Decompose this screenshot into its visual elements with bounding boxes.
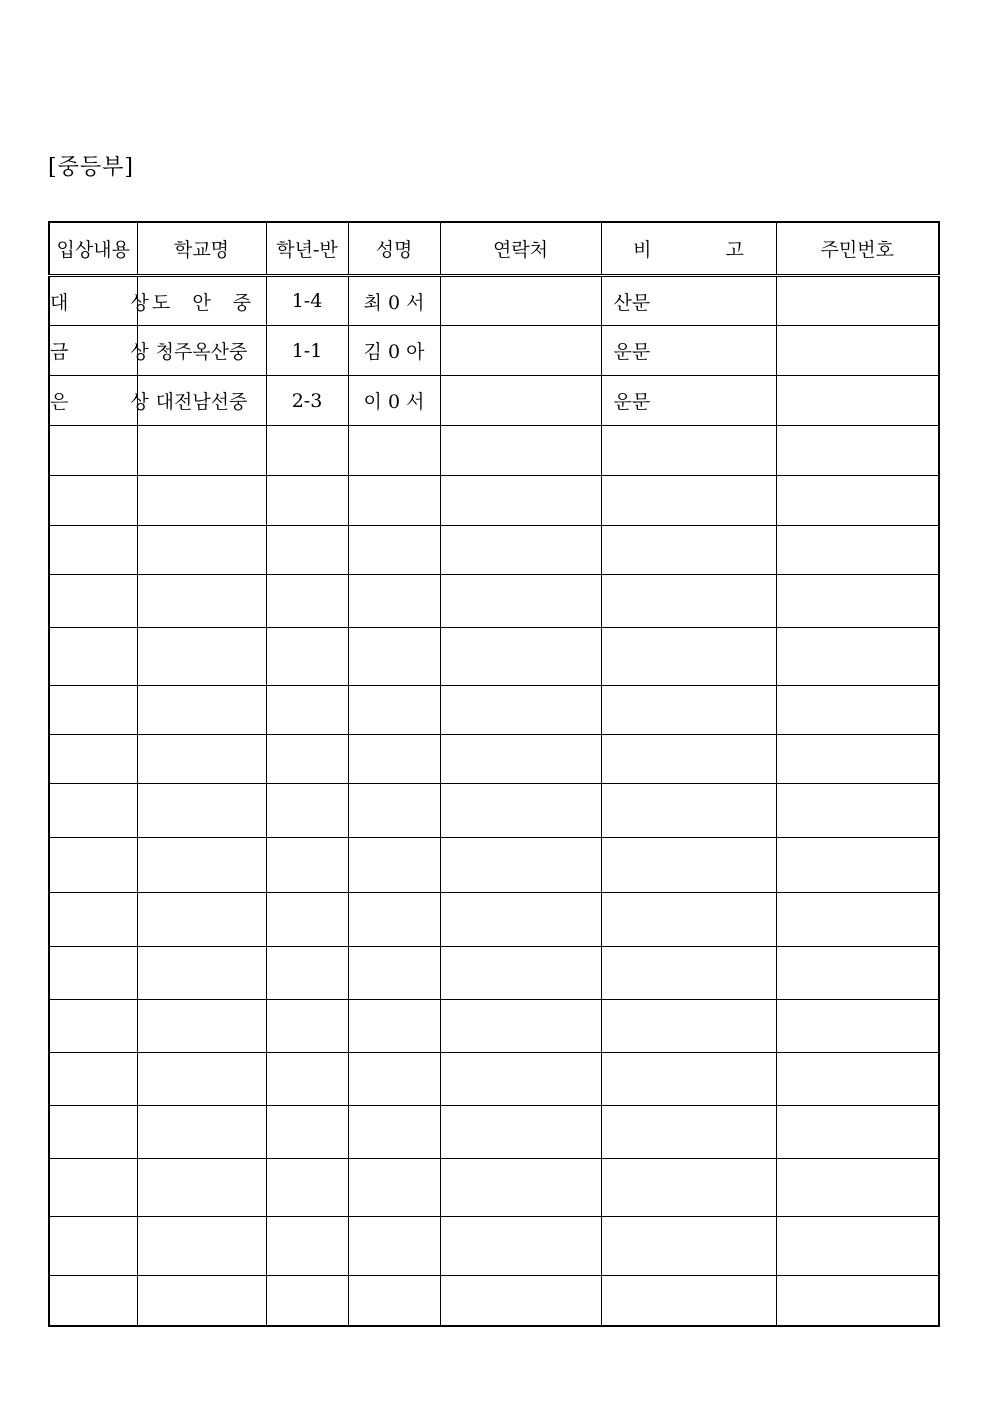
award-cell (49, 628, 137, 686)
empty-row (49, 575, 939, 628)
grade-class-cell (266, 686, 348, 735)
grade-class-cell (266, 838, 348, 893)
grade-class-cell (266, 1000, 348, 1053)
id-number-cell (776, 276, 939, 326)
empty-row (49, 426, 939, 476)
note-cell (601, 735, 776, 784)
empty-row (49, 526, 939, 575)
school-cell (137, 893, 266, 947)
empty-row (49, 686, 939, 735)
table-row (49, 326, 939, 376)
grade-class-cell (266, 628, 348, 686)
award-cell (49, 526, 137, 575)
empty-row (49, 1217, 939, 1276)
grade-class-cell (266, 1217, 348, 1276)
header-school: 학교명 (137, 222, 266, 276)
note-cell (601, 1276, 776, 1326)
id-number-cell (776, 1159, 939, 1217)
id-number-cell (776, 526, 939, 575)
note-cell: 산문 (601, 276, 776, 326)
id-number-cell (776, 1106, 939, 1159)
page-title: [중등부] (48, 155, 134, 180)
id-number-cell (776, 1000, 939, 1053)
school-cell (137, 784, 266, 838)
table-row (49, 276, 939, 326)
name-cell: 최 0 서 (348, 276, 440, 326)
id-number-cell (776, 838, 939, 893)
note-cell (601, 476, 776, 526)
award-cell (49, 1106, 137, 1159)
name-cell: 이 0 서 (348, 376, 440, 426)
id-number-cell (776, 326, 939, 376)
name-cell (348, 893, 440, 947)
name-cell (348, 526, 440, 575)
award-cell (49, 1217, 137, 1276)
id-number-cell (776, 476, 939, 526)
id-number-cell (776, 735, 939, 784)
grade-class-cell (266, 1159, 348, 1217)
empty-row (49, 947, 939, 1000)
grade-class-cell (266, 1106, 348, 1159)
contact-cell (440, 838, 601, 893)
school-cell (137, 838, 266, 893)
grade-class-cell (266, 784, 348, 838)
school-cell (137, 1106, 266, 1159)
name-cell (348, 1217, 440, 1276)
id-number-cell (776, 376, 939, 426)
grade-class-cell: 2-3 (266, 376, 348, 426)
grade-class-cell (266, 476, 348, 526)
school-cell (137, 947, 266, 1000)
header-grade-class: 학년-반 (266, 222, 348, 276)
note-cell (601, 575, 776, 628)
name-cell (348, 1159, 440, 1217)
id-number-cell (776, 686, 939, 735)
grade-class-cell (266, 947, 348, 1000)
note-cell (601, 526, 776, 575)
award-table (48, 221, 940, 1327)
contact-cell (440, 784, 601, 838)
award-cell (49, 1000, 137, 1053)
header-award: 입상내용 (49, 222, 137, 276)
contact-cell (440, 476, 601, 526)
contact-cell (440, 575, 601, 628)
header-note: 비 고 (601, 222, 776, 276)
award-cell (49, 476, 137, 526)
id-number-cell (776, 947, 939, 1000)
note-cell: 운문 (601, 376, 776, 426)
contact-cell (440, 326, 601, 376)
name-cell (348, 686, 440, 735)
name-cell (348, 735, 440, 784)
empty-row (49, 735, 939, 784)
grade-class-cell: 1-1 (266, 326, 348, 376)
award-cell (49, 735, 137, 784)
grade-class-cell (266, 575, 348, 628)
school-cell: 도 안 중 (137, 276, 266, 326)
school-cell (137, 1159, 266, 1217)
table-row (49, 376, 939, 426)
grade-class-cell (266, 1053, 348, 1106)
name-cell (348, 838, 440, 893)
grade-class-cell (266, 735, 348, 784)
contact-cell (440, 1159, 601, 1217)
school-cell (137, 1276, 266, 1326)
note-cell: 운문 (601, 326, 776, 376)
contact-cell (440, 426, 601, 476)
empty-row (49, 784, 939, 838)
note-cell (601, 1053, 776, 1106)
name-cell: 김 0 아 (348, 326, 440, 376)
school-cell (137, 575, 266, 628)
name-cell (348, 1276, 440, 1326)
empty-row (49, 476, 939, 526)
name-cell (348, 628, 440, 686)
grade-class-cell (266, 893, 348, 947)
header-row (49, 222, 939, 276)
empty-row (49, 1159, 939, 1217)
empty-row (49, 1106, 939, 1159)
header-id-number: 주민번호 (776, 222, 939, 276)
grade-class-cell: 1-4 (266, 276, 348, 326)
id-number-cell (776, 426, 939, 476)
school-cell (137, 686, 266, 735)
name-cell (348, 476, 440, 526)
grade-class-cell (266, 526, 348, 575)
empty-row (49, 893, 939, 947)
id-number-cell (776, 1217, 939, 1276)
note-cell (601, 1106, 776, 1159)
award-cell (49, 838, 137, 893)
award-cell (49, 947, 137, 1000)
empty-row (49, 1000, 939, 1053)
id-number-cell (776, 784, 939, 838)
id-number-cell (776, 628, 939, 686)
contact-cell (440, 276, 601, 326)
name-cell (348, 1053, 440, 1106)
note-cell (601, 1000, 776, 1053)
note-cell (601, 784, 776, 838)
contact-cell (440, 735, 601, 784)
grade-class-cell (266, 426, 348, 476)
note-cell (601, 838, 776, 893)
award-cell: 은 상 (49, 376, 137, 426)
id-number-cell (776, 1053, 939, 1106)
school-cell: 청주옥산중 (137, 326, 266, 376)
note-cell (601, 426, 776, 476)
contact-cell (440, 1000, 601, 1053)
contact-cell (440, 1106, 601, 1159)
name-cell (348, 784, 440, 838)
note-cell (601, 947, 776, 1000)
award-cell (49, 575, 137, 628)
contact-cell (440, 1276, 601, 1326)
name-cell (348, 1106, 440, 1159)
id-number-cell (776, 1276, 939, 1326)
header-name: 성명 (348, 222, 440, 276)
school-cell (137, 426, 266, 476)
contact-cell (440, 893, 601, 947)
contact-cell (440, 526, 601, 575)
contact-cell (440, 628, 601, 686)
award-cell: 금 상 (49, 326, 137, 376)
name-cell (348, 1000, 440, 1053)
contact-cell (440, 947, 601, 1000)
grade-class-cell (266, 1276, 348, 1326)
name-cell (348, 575, 440, 628)
contact-cell (440, 376, 601, 426)
note-cell (601, 893, 776, 947)
note-cell (601, 1159, 776, 1217)
note-cell (601, 686, 776, 735)
award-cell: 대 상 (49, 276, 137, 326)
empty-row (49, 1276, 939, 1326)
id-number-cell (776, 893, 939, 947)
contact-cell (440, 1053, 601, 1106)
school-cell (137, 1000, 266, 1053)
contact-cell (440, 1217, 601, 1276)
award-cell (49, 1276, 137, 1326)
school-cell (137, 735, 266, 784)
contact-cell (440, 686, 601, 735)
header-contact: 연락처 (440, 222, 601, 276)
school-cell (137, 628, 266, 686)
award-cell (49, 1159, 137, 1217)
empty-row (49, 838, 939, 893)
note-cell (601, 1217, 776, 1276)
name-cell (348, 426, 440, 476)
note-cell (601, 628, 776, 686)
award-cell (49, 784, 137, 838)
school-cell: 대전남선중 (137, 376, 266, 426)
award-cell (49, 426, 137, 476)
award-cell (49, 893, 137, 947)
school-cell (137, 526, 266, 575)
school-cell (137, 476, 266, 526)
award-cell (49, 686, 137, 735)
award-cell (49, 1053, 137, 1106)
empty-row (49, 628, 939, 686)
school-cell (137, 1053, 266, 1106)
empty-row (49, 1053, 939, 1106)
school-cell (137, 1217, 266, 1276)
id-number-cell (776, 575, 939, 628)
name-cell (348, 947, 440, 1000)
